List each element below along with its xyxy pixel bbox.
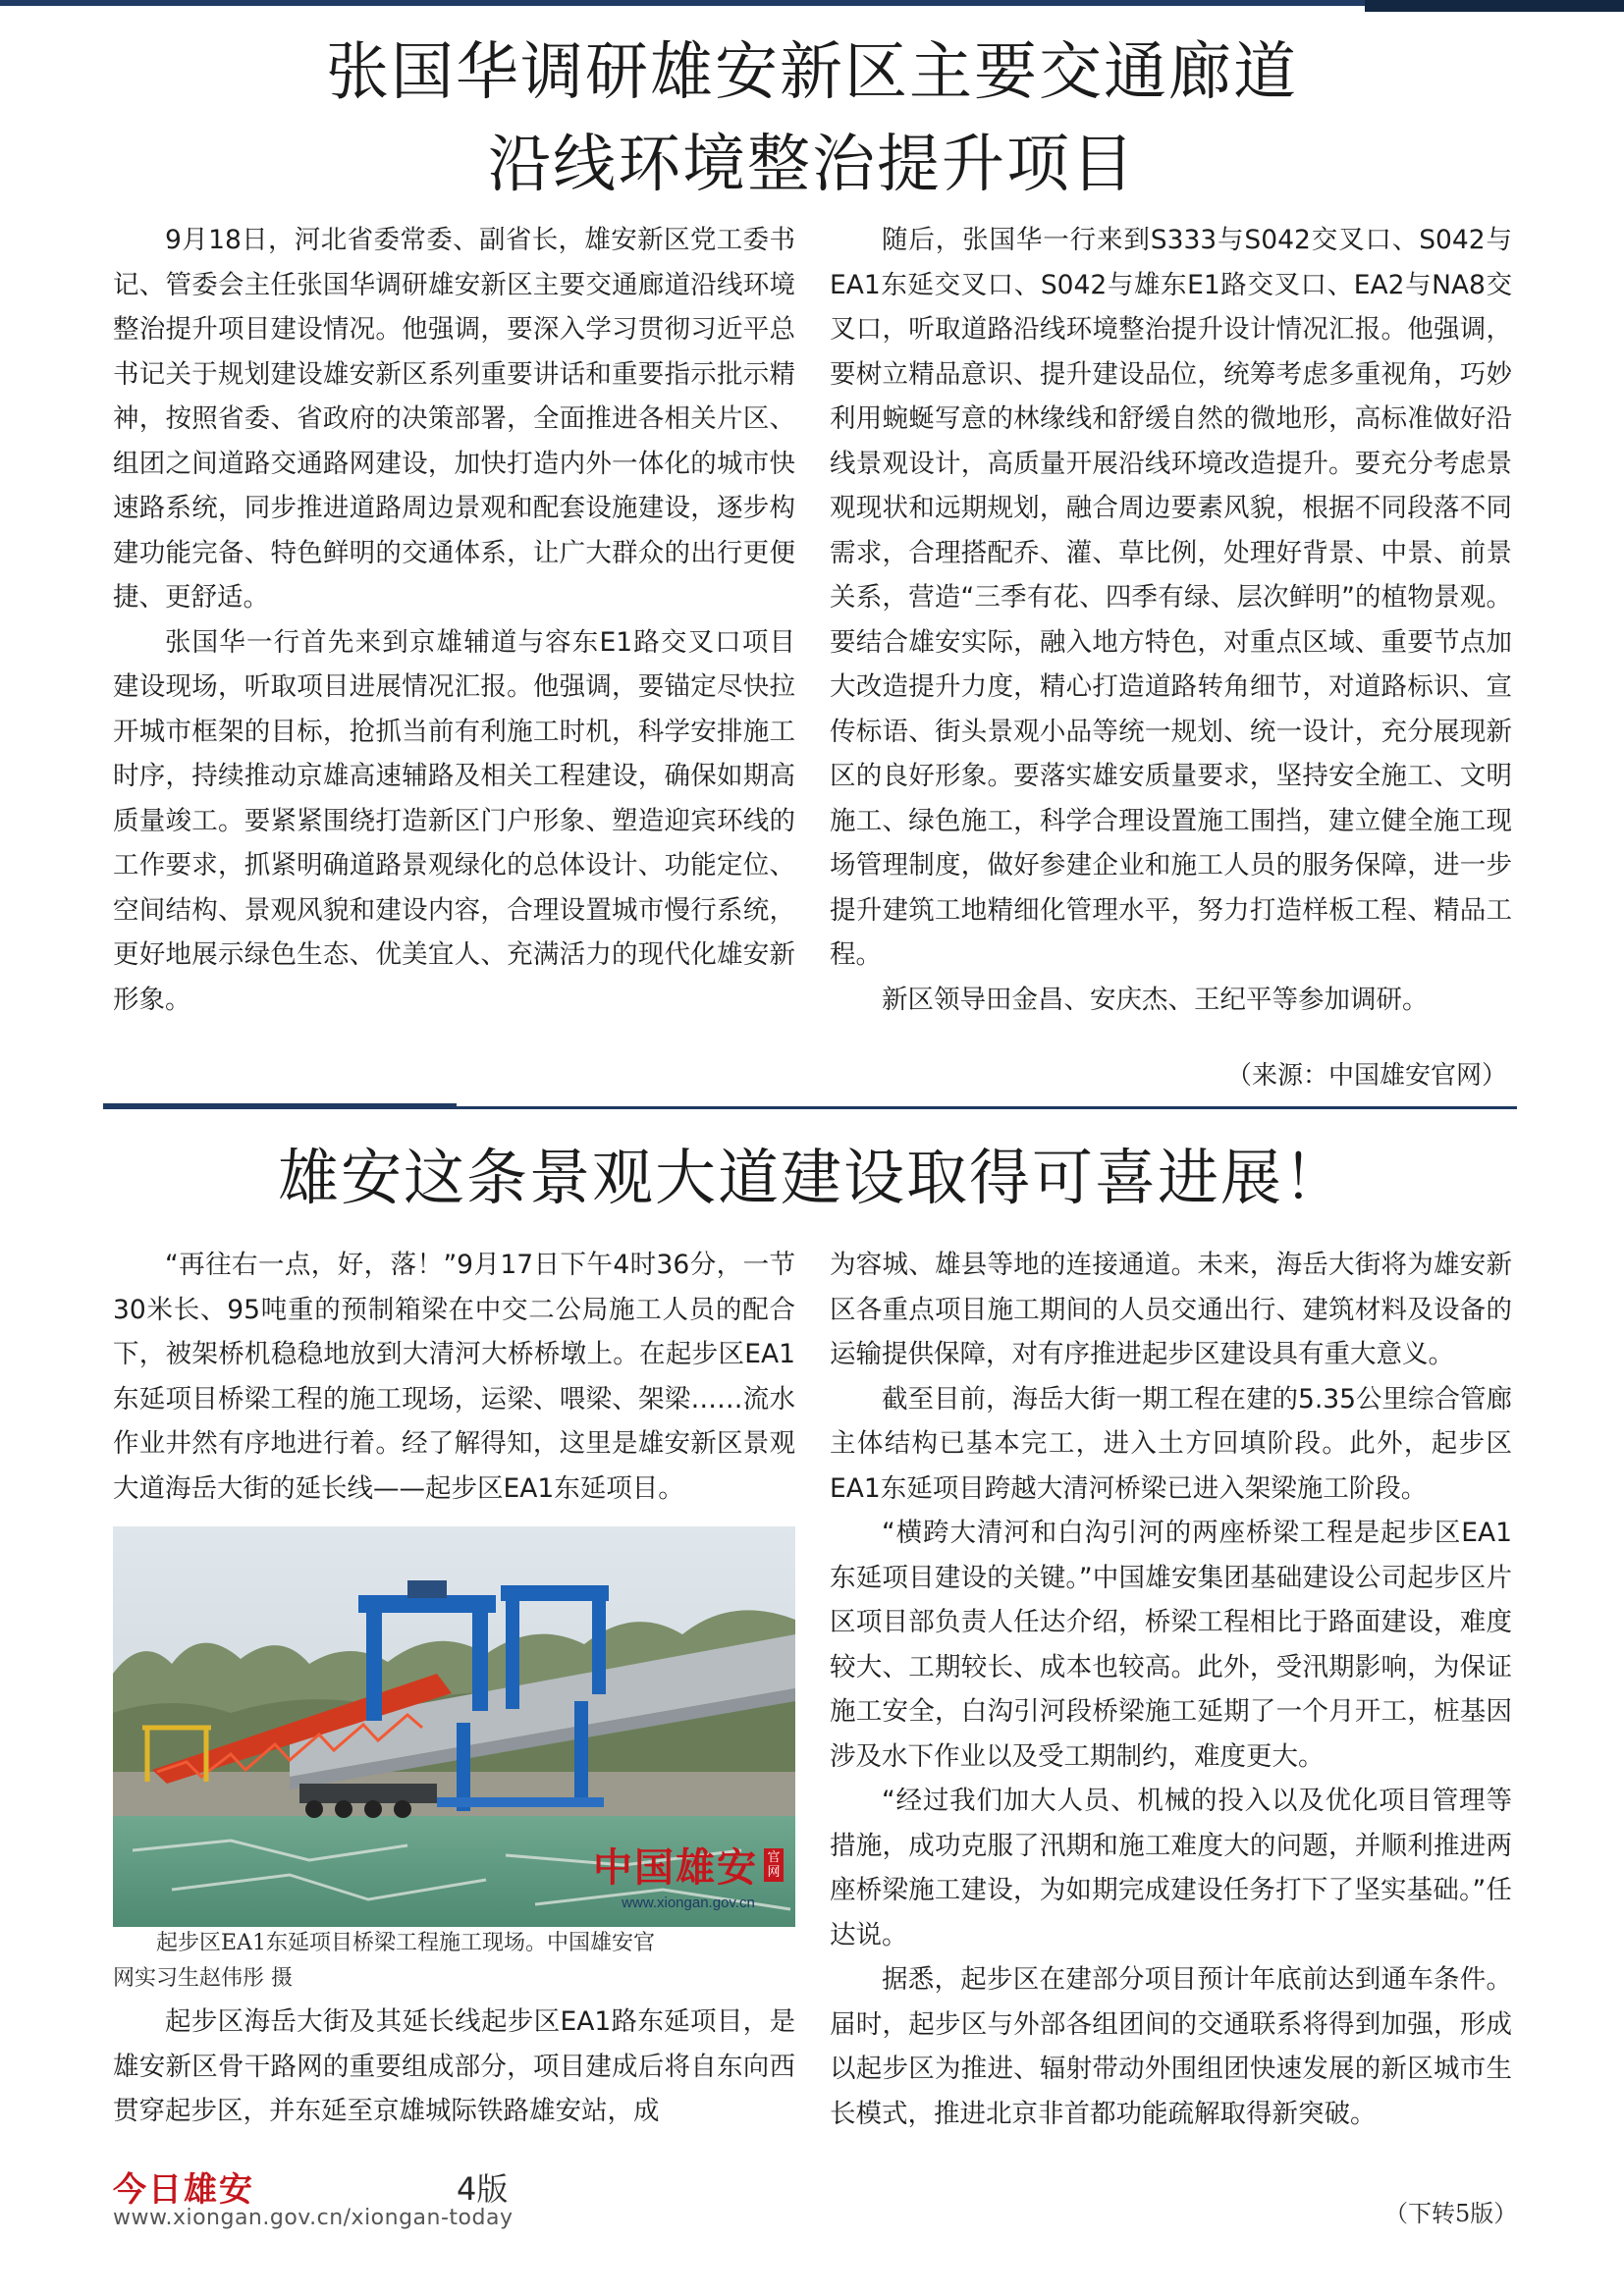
watermark-badge: 官网 bbox=[764, 1848, 784, 1882]
article1-paragraph: 9月18日，河北省委常委、副省长，雄安新区党工委书记、管委会主任张国华调研雄安新区主要交通廊道沿线环境整治提升项目建设情况。他强调，要深入学习贯彻习近平总书记关于规划建设雄安新区系列重要讲话和重要指示批示精神，按照省委、省政府的决策部署，全面推进各相关片区、组团之间道路交通路网建设，加快打造内外一体化的城市快速路系统，同步推进道路周边景观和配套设施建设，逐步构建功能完备、特色鲜明的交通体系，让广大群众的出行更便捷、更舒适。 bbox=[113, 225, 795, 613]
photo-caption-line2: 网实习生赵伟彤 摄 bbox=[113, 1966, 293, 1991]
article2-left-column-top bbox=[113, 1243, 795, 1511]
article2-paragraph: 据悉，起步区在建部分项目预计年底前达到通车条件。届时，起步区与外部各组团间的交通联系将得到加强，形成以起步区为推进、辐射带动外围组团快速发展的新区城市生长模式，推进北京非首都功能疏解取得新突破。 bbox=[830, 1964, 1512, 2129]
article2-title: 雄安这条景观大道建设取得可喜进展！ bbox=[277, 1142, 1346, 1213]
article1-paragraph: 随后，张国华一行来到S333与S042交叉口、S042与EA1东延交叉口、S042与雄东E1路交叉口、EA2与NA8交叉口，听取道路沿线环境整治提升设计情况汇报。他强调，要树立精品意识、提升建设品位，统筹考虑多重视角，巧妙利用蜿蜒写意的林缘线和舒缓自然的微地形，高标准做好沿线景观设计，高质量开展沿线环境改造提升。要充分考虑景观现状和远期规划，融合周边要素风貌，根据不同段落不同需求，合理搭配乔、灌、草比例，处理好背景、中景、前景关系，营造“三季有花、四季有绿、层次鲜明”的植物景观。要结合雄安实际，融入地方特色，对重点区域、重要节点加大改造提升力度，精心打造道路转角细节，对道路标识、宣传标语、街头景观小品等统一规划、统一设计，充分展现新区的良好形象。要落实雄安质量要求，坚持安全施工、文明施工、绿色施工，科学合理设置施工围挡，建立健全施工现场管理制度，做好参建企业和施工人员的服务保障，进一步提升建筑工地精细化管理水平，努力打造样板工程、精品工程。 bbox=[830, 225, 1512, 970]
article2-paragraph: “再往右一点，好，落！”9月17日下午4时36分，一节30米长、95吨重的预制箱梁在中交二公局施工人员的配合下，被架桥机稳稳地放到大清河大桥桥墩上。在起步区EA1东延项目桥梁工程的施工现场，运梁、喂梁、架梁……流水作业井然有序地进行着。经了解得知，这里是雄安新区景观大道海岳大街的延长线——起步区EA1东延项目。 bbox=[113, 1250, 795, 1504]
article1-paragraph: 张国华一行首先来到京雄辅道与容东E1路交叉口项目建设现场，听取项目进展情况汇报。他强调，要锚定尽快拉开城市框架的目标，抢抓当前有利施工时机，科学安排施工时序，持续推动京雄高速辅路及相关工程建设，确保如期高质量竣工。要紧紧围绕打造新区门户形象、塑造迎宾环线的工作要求，抓紧明确道路景观绿化的总体设计、功能定位、空间结构、景观风貌和建设内容，合理设置城市慢行系统，更好地展示绿色生态、优美宜人、充满活力的现代化雄安新形象。 bbox=[113, 626, 795, 1015]
article2-paragraph: 截至目前，海岳大街一期工程在建的5.35公里综合管廊主体结构已基本完工，进入土方回填阶段。此外，起步区EA1东延项目跨越大清河桥梁已进入架梁施工阶段。 bbox=[830, 1383, 1513, 1504]
section-divider-accent bbox=[103, 1103, 457, 1109]
watermark-logo: 中国雄安 bbox=[593, 1844, 758, 1891]
article1-title-line2: 沿线环境整治提升项目 bbox=[488, 129, 1136, 201]
article1-right-column bbox=[830, 218, 1512, 1022]
photo-caption-line1: 起步区EA1东延项目桥梁工程施工现场。中国雄安官 bbox=[156, 1931, 655, 1955]
article2-paragraph: “横跨大清河和白沟引河的两座桥梁工程是起步区EA1东延项目建设的关键。”中国雄安集团基础建设公司起步区片区项目部负责人任达介绍，桥梁工程相比于路面建设，难度较大、工期较长、成本也较高。此外，受汛期影响，为保证施工安全，白沟引河段桥梁施工延期了一个月开工，桩基因涉及水下作业以及受工期制约，难度更大。 bbox=[830, 1518, 1512, 1772]
article2-paragraph-continuation: 为容城、雄县等地的连接通道。未来，海岳大街将为雄安新区各重点项目施工期间的人员交通出行、建筑材料及设备的运输提供保障，对有序推进起步区建设具有重大意义。 bbox=[830, 1250, 1512, 1369]
article1-paragraph: 新区领导田金昌、安庆杰、王纪平等参加调研。 bbox=[882, 984, 1429, 1015]
article2-left-column-bottom bbox=[113, 2000, 795, 2134]
footer-logo: 今日雄安 bbox=[113, 2170, 254, 2210]
top-rule-accent bbox=[1365, 0, 1624, 12]
article1-title-line1: 张国华调研雄安新区主要交通廊道 bbox=[326, 36, 1298, 109]
article2-paragraph: 起步区海岳大街及其延长线起步区EA1路东延项目，是雄安新区骨干路网的重要组成部分，项目建成后将自东向西贯穿起步区，并东延至京雄城际铁路雄安站，成 bbox=[113, 2006, 795, 2126]
photo-caption bbox=[113, 1926, 795, 1997]
construction-photo bbox=[113, 1526, 795, 1927]
article2-paragraph: “经过我们加大人员、机械的投入以及优化项目管理等措施，成功克服了汛期和施工难度大的问题，并顺利推进两座桥梁施工建设，为如期完成建设任务打下了坚实基础。”任达说。 bbox=[830, 1786, 1512, 1950]
continued-notice: （下转5版） bbox=[1384, 2200, 1518, 2227]
photo-watermark bbox=[593, 1837, 784, 1911]
footer-page-number: 4版 bbox=[457, 2170, 509, 2208]
watermark-url: www.xiongan.gov.cn bbox=[622, 1895, 755, 1911]
article1-left-column bbox=[113, 218, 795, 1022]
footer-url: www.xiongan.gov.cn/xiongan-today bbox=[113, 2206, 514, 2230]
article2-right-column bbox=[830, 1243, 1512, 2136]
article1-source: （来源：中国雄安官网） bbox=[1225, 1061, 1507, 1091]
